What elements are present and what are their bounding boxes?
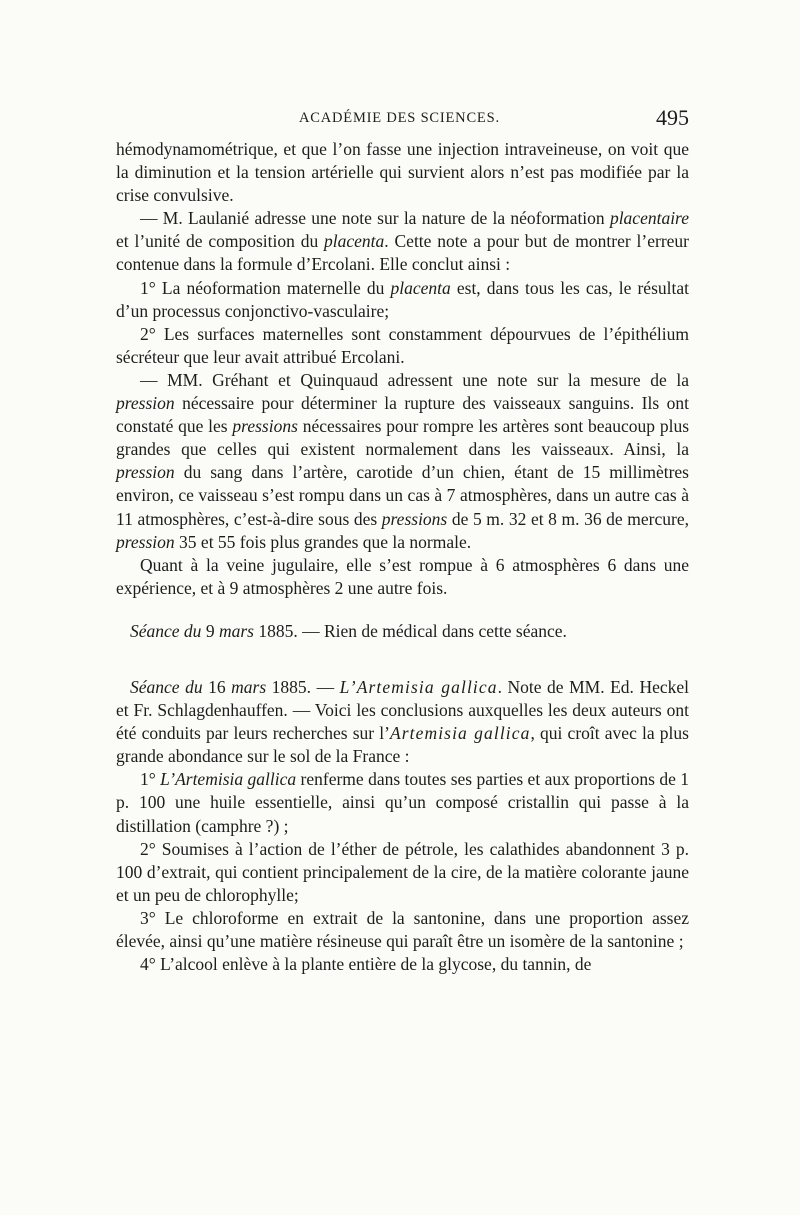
paragraph-text: 2° Les surfaces maternelles sont constamment dépourvues de l’épithélium sécréteur que leur avait attribué Ercolani. <box>116 323 689 367</box>
italic-term: pression <box>116 393 175 414</box>
paragraph-text: 2° Soumises à l’action de l’éther de pétrole, les calathides abandonnent 3 p. 100 d’extrait, qui contient principalement de la cire, de la matière colorante jaune et un peu de chlorophylle; <box>116 838 689 905</box>
session-label: Séance du <box>130 620 202 641</box>
paragraph-text: du sang dans l’artère, carotide d’un chien, étant de 15 millimètres environ, ce vaisseau s’est rompu dans un cas à 7 atmosphères, dans un autre cas à 11 atmosphères, c’est-à-dire sous des <box>116 462 689 529</box>
paragraph-text: . Cette note a pour but de montrer l’erreur contenue dans la formule d’Ercolani. Elle conclut ainsi : <box>116 231 689 275</box>
session-text: , qui croît avec la plus grande abondance sur le sol de la France : <box>116 723 689 767</box>
paragraph-artemisia-1 <box>116 768 689 837</box>
body-text <box>116 138 689 976</box>
italic-term: L’Artemisia gallica <box>160 769 297 790</box>
italic-term: pression <box>116 462 175 483</box>
paragraph-text: 1° <box>140 769 161 790</box>
running-title: ACADÉMIE DES SCIENCES. <box>299 110 500 126</box>
session-label: Séance du <box>130 676 203 697</box>
session-month: mars <box>231 676 267 697</box>
session-month: mars <box>218 620 254 641</box>
paragraph-text: — MM. Gréhant et Quinquaud adressent une note sur la mesure de la <box>140 369 689 390</box>
paragraph-text: 35 et 55 fois plus grandes que la normale. <box>174 531 472 552</box>
italic-term: L’Artemisia gallica <box>339 676 498 697</box>
session-day: 9 <box>201 620 219 641</box>
paragraph-laulanie <box>116 207 689 276</box>
paragraph-text: — M. Laulanié adresse une note sur la nature de la néoformation <box>140 208 610 229</box>
page-number: 495 <box>656 105 689 130</box>
paragraph-text: 3° Le chloroforme en extrait de la santonine, dans une proportion assez élevée, ainsi qu’une matière résineuse qui paraît être un isomère de la santonine ; <box>116 907 689 951</box>
italic-term: placenta <box>390 277 451 298</box>
session-day: 16 <box>202 676 232 697</box>
paragraph-text: nécessaires pour rompre les artères sont beaucoup plus grandes que celles qui existent normalement dans les vaisseaux. Ainsi, la <box>116 416 689 460</box>
paragraph-text: nécessaire pour déterminer la rupture des vaisseaux sanguins. Ils ont constaté que les <box>116 393 689 437</box>
paragraph-text: et l’unité de composition du <box>116 231 325 252</box>
paragraph-text: 1° La néoformation maternelle du <box>140 277 391 298</box>
session-heading-9-mars <box>116 620 689 643</box>
paragraph-text: renferme dans toutes ses parties et aux proportions de 1 p. 100 une huile essentielle, ainsi qu’un composé cristallin qui passe à la distillation (camphre ?) ; <box>116 769 689 836</box>
session-heading-16-mars <box>116 676 689 768</box>
paragraph-text: hémodynamométrique, et que l’on fasse une injection intraveineuse, on voit que la diminution et la tension artérielle qui survient alors n’est pas modifiée par la crise convulsive. <box>116 139 689 206</box>
italic-term: pression <box>116 531 175 552</box>
italic-term: placenta <box>324 231 385 252</box>
running-head <box>116 107 689 131</box>
paragraph-grehant <box>116 369 689 554</box>
paragraph-text: de 5 m. 32 et 8 m. 36 de mercure, <box>447 508 689 529</box>
paragraph-artemisia-4 <box>116 953 689 976</box>
paragraph-text: est, dans tous les cas, le résultat d’un processus conjonctivo-vasculaire; <box>116 277 689 321</box>
italic-term: pressions <box>381 508 448 529</box>
italic-term: placentaire <box>609 208 689 229</box>
session-text: . Note de MM. Ed. Heckel et Fr. Schlagdenhauffen. — Voici les conclusions auxquelles les deux auteurs ont été conduits par leurs recherches sur l’ <box>116 676 690 744</box>
session-text: 1885. — Rien de médical dans cette séance. <box>253 620 567 641</box>
paragraph-text: 4° L’alcool enlève à la plante entière de la glycose, du tannin, de <box>140 954 592 975</box>
paragraph-continuation <box>116 138 689 207</box>
italic-term: Artemisia gallica <box>389 723 531 744</box>
paragraph-conclusion-2 <box>116 323 689 369</box>
paragraph-artemisia-3 <box>116 907 689 953</box>
paragraph-text: Quant à la veine jugulaire, elle s’est rompue à 6 atmosphères 6 dans une expérience, et à 9 atmosphères 2 une autre fois. <box>116 554 689 598</box>
paragraph-jugulaire <box>116 554 689 600</box>
paragraph-conclusion-1 <box>116 277 689 323</box>
italic-term: pressions <box>232 416 298 437</box>
paragraph-artemisia-2 <box>116 838 689 907</box>
session-text: 1885. — <box>266 676 340 697</box>
